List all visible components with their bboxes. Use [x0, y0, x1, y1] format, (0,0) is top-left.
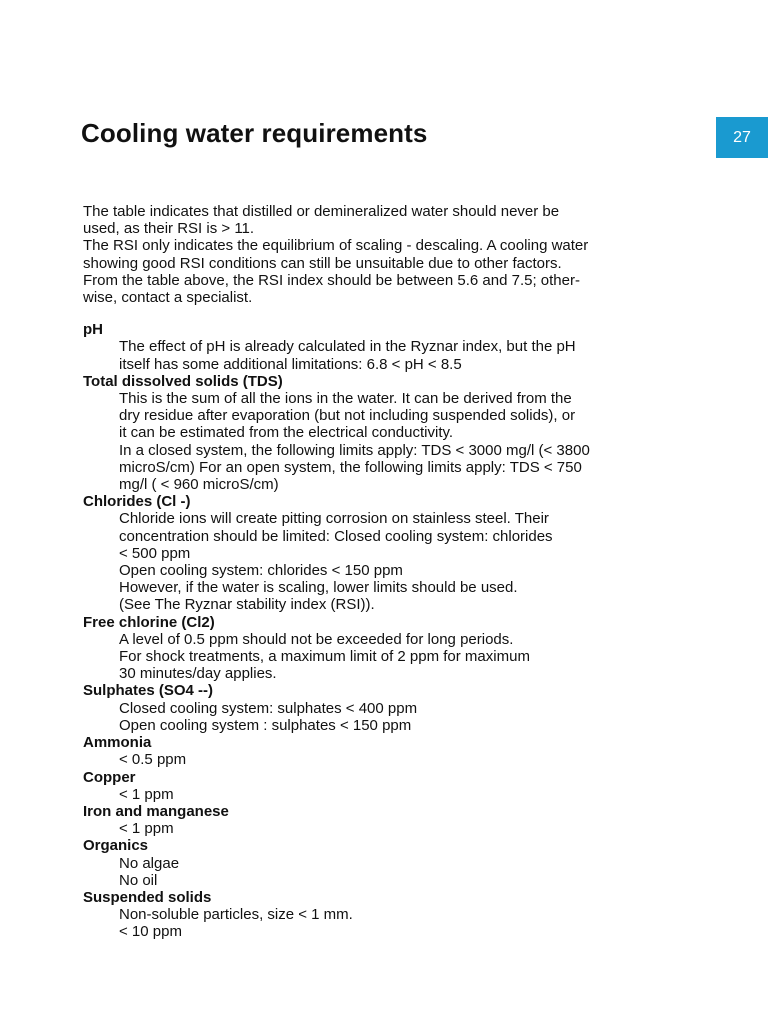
- section-line: Non-soluble particles, size < 1 mm.: [119, 906, 353, 924]
- requirement-section: [83, 614, 693, 683]
- section-heading: Organics: [83, 837, 149, 855]
- section-line: This is the sum of all the ions in the water. It can be derived from the: [119, 390, 572, 408]
- section-body: [83, 820, 693, 837]
- section-heading: Ammonia: [83, 734, 152, 752]
- section-line: The effect of pH is already calculated in the Ryznar index, but the pH: [119, 338, 576, 356]
- section-line: Open cooling system: chlorides < 150 ppm: [119, 562, 403, 580]
- section-line: < 10 ppm: [119, 923, 182, 941]
- section-line: dry residue after evaporation (but not including suspended solids), or: [119, 407, 576, 425]
- section-heading: Sulphates (SO4 --): [83, 682, 214, 700]
- requirement-section: [83, 837, 693, 889]
- document-body: [83, 203, 693, 941]
- section-body: [83, 906, 693, 940]
- section-body: [83, 700, 693, 734]
- section-body: [83, 390, 693, 493]
- requirement-section: [83, 493, 693, 613]
- requirement-section: [83, 803, 693, 837]
- intro-paragraph-rsi: The RSI only indicates the equilibrium of scaling - descaling. A cooling water showing good RSI conditions can still be unsuitable due to other factors. From the table above, the RSI index should be between 5.6 and 7.5; other- wise, contact a specialist.: [83, 237, 589, 307]
- section-body: [83, 855, 693, 889]
- page-number-badge: 27: [716, 117, 768, 158]
- section-heading: Chlorides (Cl -): [83, 493, 191, 511]
- section-heading: Total dissolved solids (TDS): [83, 372, 283, 390]
- requirement-section: [83, 889, 693, 941]
- section-line: < 500 ppm: [119, 544, 191, 562]
- section-line: concentration should be limited: Closed cooling system: chlorides: [119, 527, 553, 545]
- section-line: < 0.5 ppm: [119, 751, 187, 769]
- section-body: [83, 786, 693, 803]
- section-line: (See The Ryznar stability index (RSI)).: [119, 596, 375, 614]
- section-heading: Iron and manganese: [83, 802, 229, 820]
- section-heading: Copper: [83, 768, 136, 786]
- requirements-list: [83, 321, 693, 940]
- requirement-section: [83, 373, 693, 493]
- section-line: In a closed system, the following limits apply: TDS < 3000 mg/l (< 3800: [119, 441, 590, 459]
- section-line: For shock treatments, a maximum limit of 2 ppm for maximum: [119, 648, 530, 666]
- section-body: [83, 510, 693, 613]
- section-line: No algae: [119, 854, 180, 872]
- intro-text: [83, 203, 693, 306]
- section-line: mg/l ( < 960 microS/cm): [119, 476, 279, 494]
- section-line: microS/cm) For an open system, the following limits apply: TDS < 750: [119, 458, 582, 476]
- section-heading: pH: [83, 321, 103, 339]
- section-line: < 1 ppm: [119, 785, 174, 803]
- section-body: [83, 751, 693, 768]
- requirement-section: [83, 321, 693, 373]
- section-line: Chloride ions will create pitting corrosion on stainless steel. Their: [119, 510, 549, 528]
- section-body: [83, 338, 693, 372]
- section-body: [83, 631, 693, 683]
- section-line: However, if the water is scaling, lower limits should be used.: [119, 579, 518, 597]
- section-line: 30 minutes/day applies.: [119, 665, 277, 683]
- section-line: A level of 0.5 ppm should not be exceeded for long periods.: [119, 630, 514, 648]
- section-line: No oil: [119, 871, 158, 889]
- requirement-section: [83, 769, 693, 803]
- intro-paragraph-distilled-water: The table indicates that distilled or demineralized water should never be used, as their RSI is > 11.: [83, 203, 560, 238]
- page-title: Cooling water requirements: [81, 118, 428, 148]
- section-line: Open cooling system : sulphates < 150 ppm: [119, 716, 412, 734]
- section-line: < 1 ppm: [119, 820, 174, 838]
- section-line: Closed cooling system: sulphates < 400 ppm: [119, 699, 418, 717]
- section-line: it can be estimated from the electrical conductivity.: [119, 424, 454, 442]
- section-heading: Suspended solids: [83, 888, 212, 906]
- section-heading: Free chlorine (Cl2): [83, 613, 215, 631]
- requirement-section: [83, 682, 693, 734]
- section-line: itself has some additional limitations: 6.8 < pH < 8.5: [119, 355, 462, 373]
- requirement-section: [83, 734, 693, 768]
